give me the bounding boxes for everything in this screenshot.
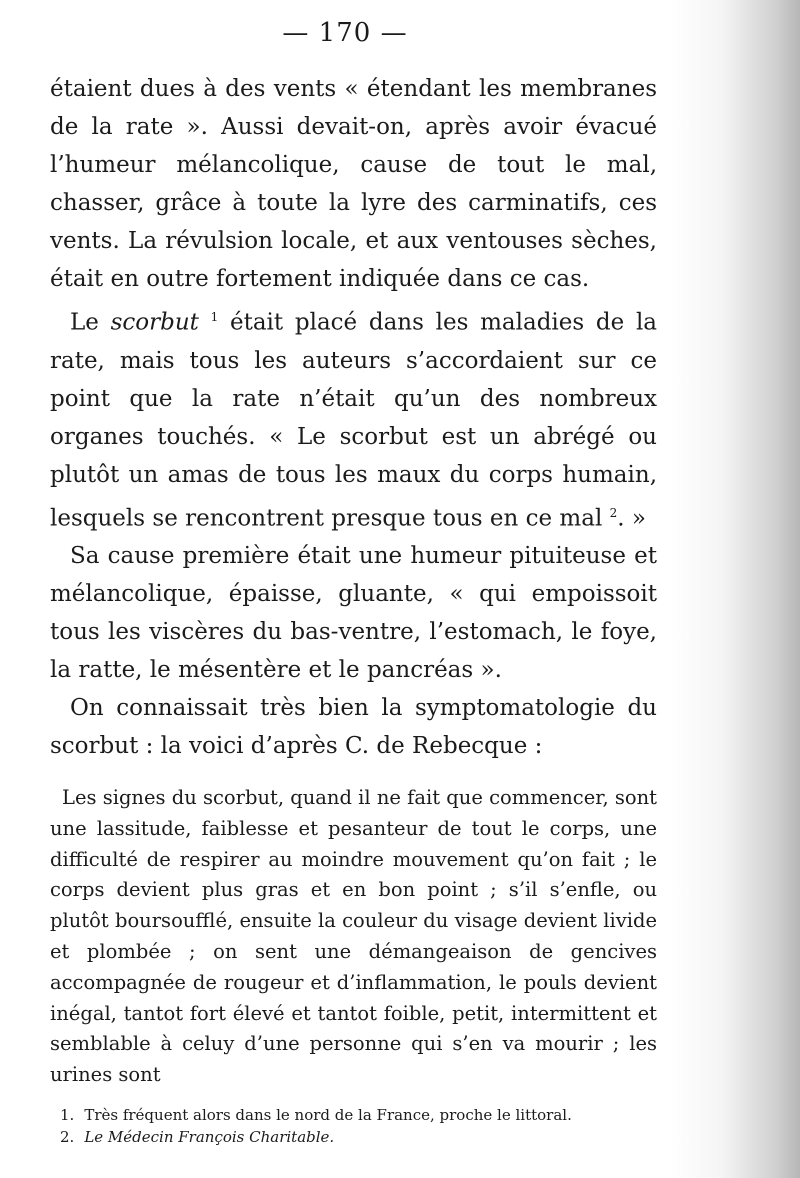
footnote-number: 2. <box>60 1128 75 1146</box>
scorbut-term: scorbut <box>110 309 199 336</box>
footnote-text: Très fréquent alors dans le nord de la France, proche le littoral. <box>84 1106 572 1124</box>
footnote-2 <box>50 1126 657 1148</box>
footnote-text: Le Médecin François Charitable. <box>84 1128 335 1146</box>
scorbut-lead: Le <box>70 309 111 336</box>
page-number: — 170 — <box>282 18 408 48</box>
scorbut-text-b: . » <box>617 505 646 532</box>
scan-edge-shadow <box>670 0 800 1178</box>
paragraph-scorbut <box>50 298 657 537</box>
body-text <box>50 70 657 765</box>
footnotes <box>50 1104 657 1148</box>
paragraph-continuation: étaient dues à des vents « étendant les membranes de la rate ». Aussi devait-on, après avoir évacué l’humeur mélancolique, cause de tout le mal, chasser, grâce à toute la lyre des carminatifs, ces vents. La révulsion locale, et aux ventouses sèches, était en outre fortement indiquée dans ce cas. <box>50 76 657 292</box>
paragraph-symptomatology: On connaissait très bien la symptomatologie du scorbut : la voici d’après C. de Rebecque : <box>50 695 657 760</box>
paragraph-cause: Sa cause première était une humeur pituiteuse et mélancolique, épaisse, gluante, « qui empoissoit tous les viscères du bas-ventre, l’estomach, le foye, la ratte, le mésentère et le pancréas ». <box>50 543 657 684</box>
footnote-1 <box>50 1104 657 1126</box>
footnote-ref-2: 2 <box>609 505 618 520</box>
footnote-ref-1: 1 <box>210 310 219 324</box>
quotation-block <box>50 783 657 1091</box>
quotation-text: Les signes du scorbut, quand il ne fait que commencer, sont une lassitude, faiblesse et pesanteur de tout le corps, une difficulté de respirer au moindre mouvement qu’on fait ; le corps devient plus gras et en bon point ; s’il s’enfle, ou plutôt boursoufflé, ensuite la couleur du visage devient livide et plombée ; on sent une démangeaison de gencives accompagnée de rougeur et d’inflammation, le pouls devient inégal, tantot fort élevé et tantot foible, petit, intermittent et semblable à celuy d’une personne qui s’en va mourir ; les urines sont <box>50 786 657 1087</box>
scorbut-text-a: était placé dans les maladies de la rate, mais tous les auteurs s’accordaient sur ce point que la rate n’était qu’un des nombreux organes touchés. « Le scorbut est un abrégé ou plutôt un amas de tous les maux du corps humain, lesquels se rencontrent presque tous en ce mal <box>50 309 658 532</box>
footnote-number: 1. <box>60 1106 75 1124</box>
